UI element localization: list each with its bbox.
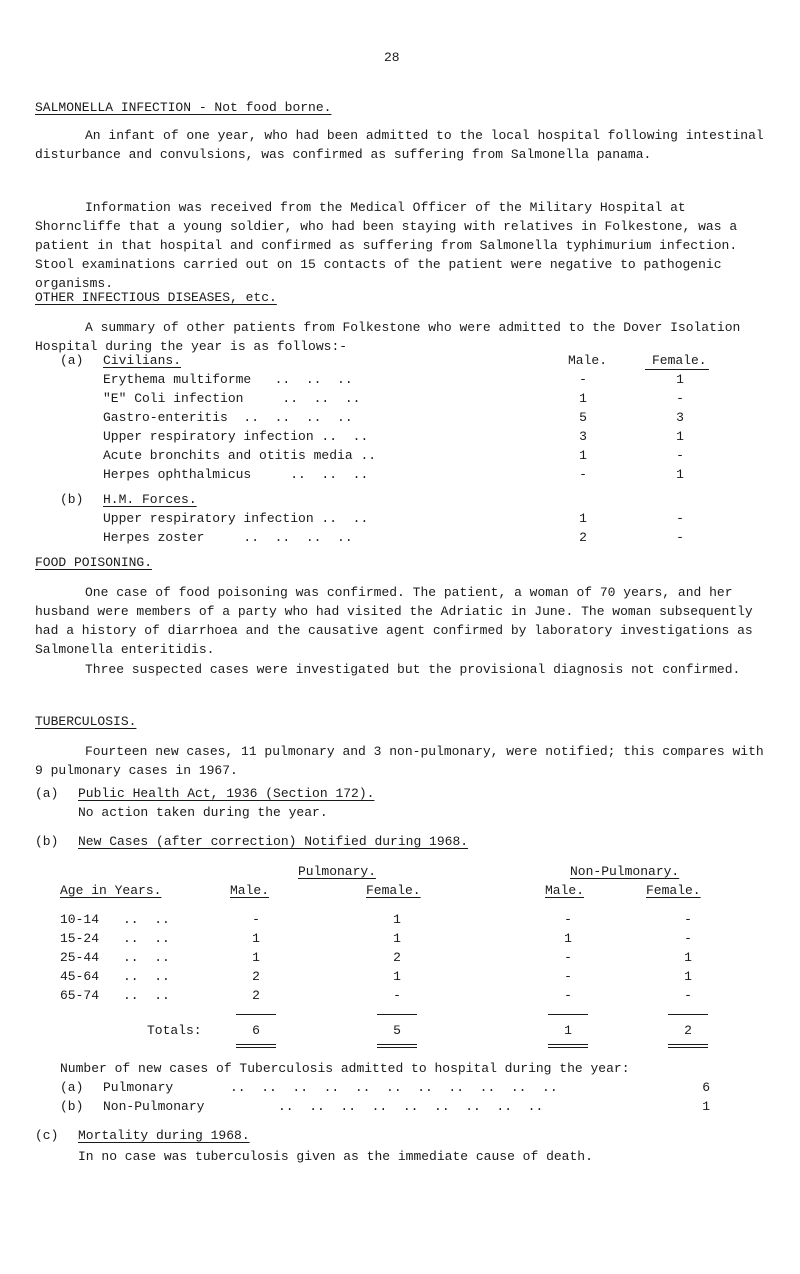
tb-a-label: (a) <box>35 786 59 801</box>
pulmonary-female: 1 <box>393 969 401 984</box>
disease-name: Upper respiratory infection .. .. <box>103 429 369 444</box>
other-col-female: Female. <box>652 353 707 368</box>
tb-c-title: Mortality during 1968. <box>78 1128 250 1143</box>
leader-dots: .. .. <box>123 931 170 946</box>
col-age: Age in Years. <box>60 883 162 898</box>
disease-name: Acute bronchits and otitis media .. <box>103 448 377 463</box>
disease-female: 1 <box>676 372 684 387</box>
disease-female: - <box>676 448 684 463</box>
age-range: 65-74 <box>60 988 100 1003</box>
double-rule-below-total <box>548 1044 588 1048</box>
col-non-pulmonary-male: Male. <box>545 883 585 898</box>
pulmonary-male: 1 <box>252 950 260 965</box>
hospital-row-name: Pulmonary <box>103 1080 174 1095</box>
hospital-admissions-line: Number of new cases of Tuberculosis admitted to hospital during the year: <box>60 1061 630 1076</box>
non-pulmonary-female: 1 <box>684 950 692 965</box>
food-poisoning-paragraph-2: Three suspected cases were investigated but the provisional diagnosis not confirmed. <box>85 662 741 677</box>
leader-dots: .. .. <box>123 912 170 927</box>
other-diseases-heading: OTHER INFECTIOUS DISEASES, etc. <box>35 290 277 305</box>
disease-female: - <box>676 391 684 406</box>
disease-male: - <box>579 372 587 387</box>
disease-male: 5 <box>579 410 587 425</box>
tb-a-title: Public Health Act, 1936 (Section 172). <box>78 786 375 801</box>
tb-b-title: New Cases (after correction) Notified during 1968. <box>78 834 469 849</box>
disease-female: - <box>676 511 684 526</box>
other-col-male: Male. <box>568 353 608 368</box>
pulmonary-female: - <box>393 988 401 1003</box>
group-non-pulmonary: Non-Pulmonary. <box>570 864 680 879</box>
salmonella-heading: SALMONELLA INFECTION - Not food borne. <box>35 100 332 115</box>
non-pulmonary-female: - <box>684 931 692 946</box>
age-range: 25-44 <box>60 950 100 965</box>
disease-male: 3 <box>579 429 587 444</box>
double-rule-below-total <box>668 1044 708 1048</box>
disease-male: 1 <box>579 511 587 526</box>
other-diseases-intro: A summary of other patients from Folkestone who were admitted to the Dover Isolation Hospital during the year is as follows:- <box>35 320 741 354</box>
pulmonary-female: 1 <box>393 931 401 946</box>
age-range: 15-24 <box>60 931 100 946</box>
page-number: 28 <box>384 50 400 65</box>
food-poisoning-heading: FOOD POISONING. <box>35 555 153 570</box>
non-pulmonary-male: 1 <box>564 931 572 946</box>
disease-female: 1 <box>676 429 684 444</box>
non-pulmonary-male: - <box>564 912 572 927</box>
disease-female: - <box>676 530 684 545</box>
pulmonary-male: 2 <box>252 988 260 1003</box>
salmonella-paragraph-1: An infant of one year, who had been admitted to the local hospital following intestinal disturbance and convulsions, was confirmed as suffering from Salmonella panama. <box>35 128 764 162</box>
col-pulmonary-female: Female. <box>366 883 421 898</box>
rule-above-total <box>548 1014 588 1015</box>
hospital-row-label: (b) <box>60 1099 84 1114</box>
leader-dots: .. .. .. .. .. .. .. .. .. <box>278 1099 544 1114</box>
total-pulmonary-male: 6 <box>252 1023 260 1038</box>
rule-above-total <box>236 1014 276 1015</box>
hospital-row-value: 6 <box>702 1080 710 1095</box>
group-a-label: (a) <box>60 353 84 368</box>
pulmonary-female: 1 <box>393 912 401 927</box>
leader-dots: .. .. <box>123 950 170 965</box>
non-pulmonary-female: - <box>684 912 692 927</box>
non-pulmonary-male: - <box>564 969 572 984</box>
disease-female: 3 <box>676 410 684 425</box>
disease-name: Gastro-enteritis .. .. .. .. <box>103 410 353 425</box>
double-rule-below-total <box>236 1044 276 1048</box>
disease-name: "E" Coli infection .. .. .. <box>103 391 361 406</box>
tb-a-text: No action taken during the year. <box>78 805 328 820</box>
group-b-label: (b) <box>60 492 84 507</box>
disease-name: Erythema multiforme .. .. .. <box>103 372 353 387</box>
group-pulmonary: Pulmonary. <box>298 864 377 879</box>
tb-b-label: (b) <box>35 834 59 849</box>
pulmonary-male: 2 <box>252 969 260 984</box>
hospital-row-label: (a) <box>60 1080 84 1095</box>
pulmonary-female: 2 <box>393 950 401 965</box>
tuberculosis-paragraph: Fourteen new cases, 11 pulmonary and 3 non-pulmonary, were notified; this compares with 9 pulmonary cases in 1967. <box>35 744 764 778</box>
group-b-title: H.M. Forces. <box>103 492 197 507</box>
rule-above-total <box>668 1014 708 1015</box>
salmonella-paragraph-2: Information was received from the Medical Officer of the Military Hospital at Shorncliffe that a young soldier, who had been staying with relatives in Folkestone, was a patient in that hospital and confirmed as suffering from Salmonella typhimurium infection. Stool examinations carried out on 15 contacts of the patient were negative to pathogenic organisms. <box>35 200 738 291</box>
tuberculosis-heading: TUBERCULOSIS. <box>35 714 137 729</box>
age-range: 45-64 <box>60 969 100 984</box>
disease-male: 1 <box>579 448 587 463</box>
group-a-title: Civilians. <box>103 353 182 368</box>
tb-c-label: (c) <box>35 1128 59 1143</box>
tb-c-text: In no case was tuberculosis given as the immediate cause of death. <box>78 1149 593 1164</box>
hospital-row-name: Non-Pulmonary <box>103 1099 205 1114</box>
col-non-pulmonary-female: Female. <box>646 883 701 898</box>
col-pulmonary-male: Male. <box>230 883 270 898</box>
disease-female: 1 <box>676 467 684 482</box>
double-rule-below-total <box>377 1044 417 1048</box>
non-pulmonary-male: - <box>564 988 572 1003</box>
total-non-pulmonary-female: 2 <box>684 1023 692 1038</box>
non-pulmonary-female: 1 <box>684 969 692 984</box>
disease-male: 2 <box>579 530 587 545</box>
disease-name: Herpes zoster .. .. .. .. <box>103 530 353 545</box>
pulmonary-male: 1 <box>252 931 260 946</box>
leader-dots: .. .. <box>123 988 170 1003</box>
disease-male: 1 <box>579 391 587 406</box>
disease-male: - <box>579 467 587 482</box>
food-poisoning-paragraph-1: One case of food poisoning was confirmed. The patient, a woman of 70 years, and her husband were members of a party who had visited the Adriatic in June. The woman subsequently had a history of diarrhoea and the causative agent confirmed by laboratory investigations as Salmonella enteritidis. <box>35 585 753 657</box>
disease-name: Herpes ophthalmicus .. .. .. <box>103 467 369 482</box>
rule-above-total <box>377 1014 417 1015</box>
total-non-pulmonary-male: 1 <box>564 1023 572 1038</box>
leader-dots: .. .. .. .. .. .. .. .. .. .. .. <box>230 1080 558 1095</box>
pulmonary-male: - <box>252 912 260 927</box>
non-pulmonary-female: - <box>684 988 692 1003</box>
totals-label: Totals: <box>147 1023 202 1038</box>
disease-name: Upper respiratory infection .. .. <box>103 511 369 526</box>
age-range: 10-14 <box>60 912 100 927</box>
non-pulmonary-male: - <box>564 950 572 965</box>
hospital-row-value: 1 <box>702 1099 710 1114</box>
leader-dots: .. .. <box>123 969 170 984</box>
total-pulmonary-female: 5 <box>393 1023 401 1038</box>
